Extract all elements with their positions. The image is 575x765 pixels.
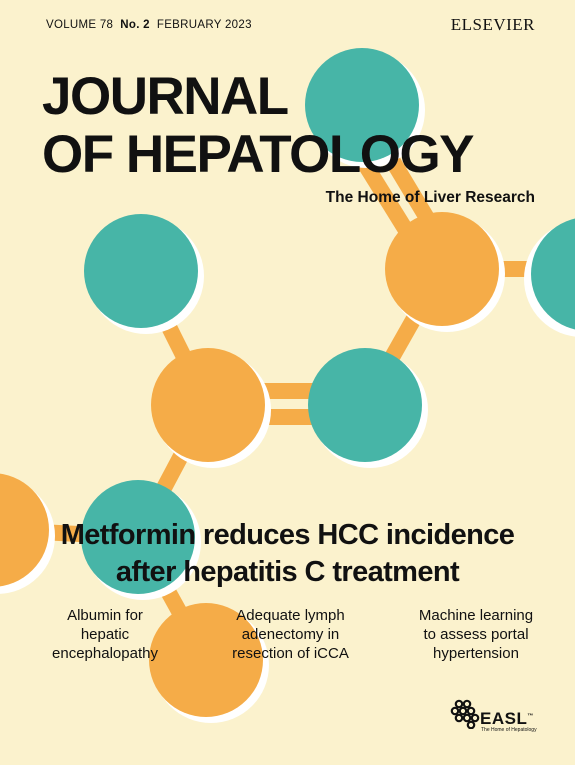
trademark-symbol: ™ — [527, 713, 534, 720]
feature-article — [402, 606, 550, 663]
feature-line: resection of iCCA — [232, 645, 349, 662]
feature-line: hepatic — [80, 626, 130, 643]
issue-info — [46, 19, 252, 31]
journal-tagline: The Home of Liver Research — [325, 189, 535, 206]
easl-logo — [449, 699, 544, 735]
atom-orange — [151, 348, 265, 462]
headline-line1: Metformin reduces HCC incidence — [60, 519, 515, 551]
feature-line: adenectomy in — [241, 626, 340, 643]
feature-article — [40, 606, 170, 663]
easl-subtitle: The Home of Hepatology — [481, 727, 537, 733]
publisher-logo: ELSEVIER — [450, 15, 535, 34]
issue-number: No. 2 — [120, 19, 150, 31]
feature-line: Machine learning — [418, 607, 534, 624]
feature-article — [213, 606, 368, 663]
issue-date: FEBRUARY 2023 — [156, 19, 252, 31]
feature-line: to assess portal — [423, 626, 529, 643]
feature-line: encephalopathy — [52, 645, 158, 662]
atom-teal — [84, 214, 198, 328]
volume-label: VOLUME 78 — [46, 19, 114, 31]
journal-title-line2: OF HEPATOLOGY — [42, 125, 474, 184]
easl-wordmark — [480, 709, 534, 729]
atom-orange — [385, 212, 499, 326]
feature-line: Adequate lymph — [236, 607, 345, 624]
journal-title-line1: JOURNAL — [42, 67, 288, 126]
hexagon-cluster-icon — [449, 699, 481, 729]
headline-line2: after hepatitis C treatment — [115, 556, 460, 588]
atom-teal — [308, 348, 422, 462]
feature-line: Albumin for — [67, 607, 143, 624]
easl-name: EASL — [480, 709, 528, 728]
cover-story-headline — [20, 517, 555, 591]
journal-title — [42, 68, 473, 184]
feature-line: hypertension — [433, 645, 519, 662]
